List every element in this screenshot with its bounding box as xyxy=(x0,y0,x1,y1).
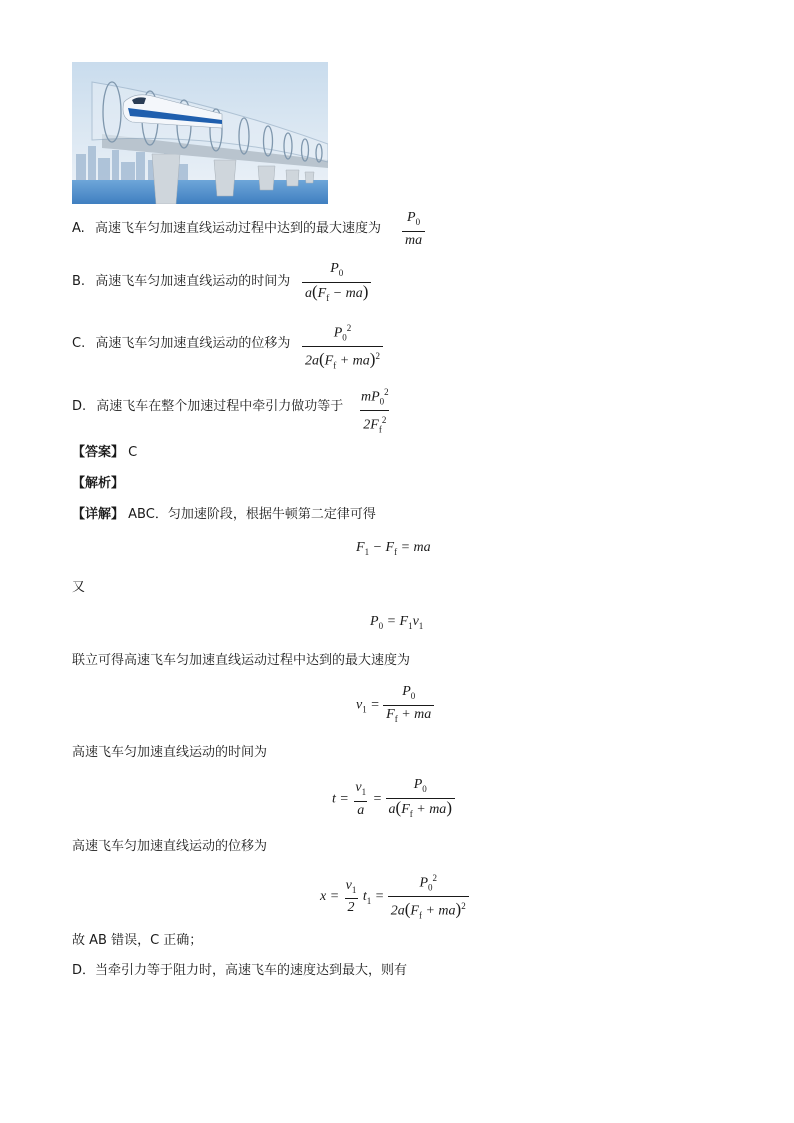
equation-power: $P_0 = F_1v_1$ xyxy=(370,614,424,631)
answer-line xyxy=(72,445,137,461)
hyperloop-illustration xyxy=(72,62,328,204)
option-d xyxy=(72,399,343,415)
option-d-label: D. xyxy=(72,399,87,414)
hyperloop-train-image xyxy=(72,62,328,204)
detail-label: 【详解】 xyxy=(72,507,125,522)
detail-text: ABC．匀加速阶段，根据牛顿第二定律可得 xyxy=(128,507,376,522)
answer-value: C xyxy=(128,445,138,460)
option-d-analysis-line: D．当牵引力等于阻力时，高速飞车的速度达到最大，则有 xyxy=(72,963,408,978)
option-b-formula: $\frac{P_0}{a(F_f - ma)}$ xyxy=(302,261,371,306)
time-line: 高速飞车匀加速直线运动的时间为 xyxy=(72,745,268,760)
option-d-text: 高速飞车在整个加速过程中牵引力做功等于 xyxy=(96,399,344,414)
equation-newton: $F_1 - F_f$ = ma xyxy=(356,540,431,557)
equation-time: t = $\frac{v_1}{a}$ = $\frac{P_0}{a(F_f + ma)}$ xyxy=(332,777,455,822)
option-c-formula: $\frac{P_0^2}{2a(F_f + ma)^2}$ xyxy=(302,320,383,374)
answer-label: 【答案】 xyxy=(72,445,125,460)
option-b xyxy=(72,274,290,290)
option-a-label: A. xyxy=(72,221,85,236)
option-a-formula: $\frac{P_0}{ma}$ xyxy=(402,210,425,249)
option-a-text: 高速飞车匀加速直线运动过程中达到的最大速度为 xyxy=(94,221,381,236)
option-a xyxy=(72,221,381,237)
option-c-label: C. xyxy=(72,336,86,351)
again-line: 又 xyxy=(72,580,86,595)
displacement-line: 高速飞车匀加速直线运动的位移为 xyxy=(72,839,268,854)
option-d-formula: $\frac{mP_0^2}{2F_f^2}$ xyxy=(358,384,392,438)
combine-line: 联立可得高速飞车匀加速直线运动过程中达到的最大速度为 xyxy=(72,653,411,668)
analysis-label: 【解析】 xyxy=(72,476,125,491)
equation-displacement: x = $\frac{v_1}{2}$ $t_1$ = $\frac{P_0^2}{2a(F_f + ma)^2}$ xyxy=(320,870,469,924)
option-c xyxy=(72,336,290,352)
conclusion-line: 故 AB 错误，C 正确； xyxy=(72,933,203,948)
detail-line xyxy=(72,507,376,523)
option-c-text: 高速飞车匀加速直线运动的位移为 xyxy=(95,336,291,351)
option-b-label: B. xyxy=(72,274,86,289)
equation-max-speed: $v_1$ = $\frac{P_0}{F_f + ma}$ xyxy=(356,684,434,727)
option-b-text: 高速飞车匀加速直线运动的时间为 xyxy=(95,274,291,289)
